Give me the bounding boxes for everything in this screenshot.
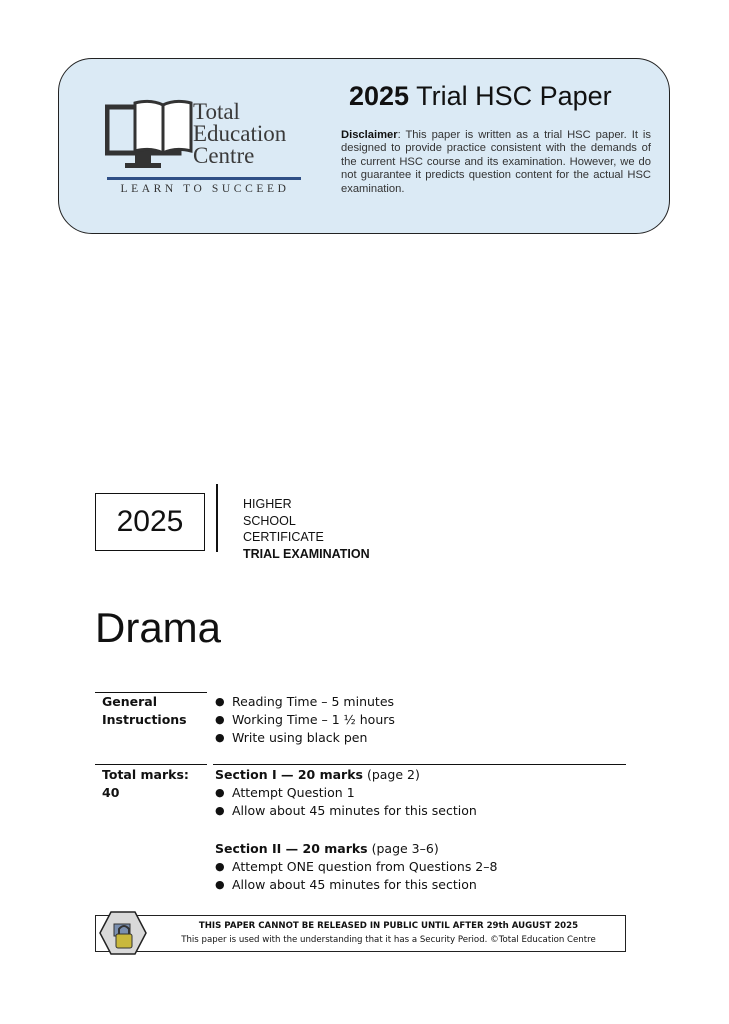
general-label-line2: Instructions — [102, 712, 187, 727]
security-footer — [95, 915, 626, 952]
disclaimer — [341, 129, 651, 196]
list-item: ● Allow about 45 minutes for this section — [215, 803, 477, 818]
list-item: ● Attempt Question 1 — [215, 785, 355, 800]
subject-title: Drama — [95, 604, 222, 651]
exam-divider — [216, 484, 218, 552]
general-instructions-label — [102, 693, 187, 729]
disclaimer-text: : This paper is written as a trial HSC paper. It is designed to provide practice consistent with the demands of the current HSC course and its examination. However, we do not guarantee it predicts question content for the actual HSC examination. — [341, 129, 651, 195]
logo-name-line2: Education — [193, 121, 287, 146]
list-item: ● Attempt ONE question from Questions 2–8 — [215, 859, 498, 874]
paper-title-text: Trial HSC Paper — [416, 81, 612, 111]
marks-rule-right — [213, 764, 626, 765]
exam-year: 2025 — [116, 505, 184, 538]
security-lock-icon — [99, 910, 147, 956]
section-1-heading: Section I — 20 marks (page 2) — [215, 767, 420, 782]
marks-rule-left — [95, 764, 207, 765]
logo-name-line1: Total — [193, 99, 240, 124]
total-marks-label — [102, 766, 189, 802]
list-item: ● Allow about 45 minutes for this section — [215, 877, 477, 892]
section-2-block — [215, 840, 497, 894]
security-notice: THIS PAPER CANNOT BE RELEASED IN PUBLIC UNTIL AFTER 29th AUGUST 2025 — [198, 921, 579, 931]
security-copyright: This paper is used with the understanding that it has a Security Period. ©Total Education Centre — [181, 935, 596, 945]
general-label-line1: General — [102, 694, 157, 709]
list-item: ● Working Time – 1 ½ hours — [215, 712, 395, 727]
logo-rule — [107, 177, 301, 180]
exam-line-higher: HIGHER — [243, 497, 292, 511]
general-instructions-list — [215, 693, 395, 747]
list-item: ● Reading Time – 5 minutes — [215, 694, 395, 709]
disclaimer-label: Disclaimer — [341, 129, 398, 141]
section-1-block — [215, 766, 477, 820]
tec-logo — [103, 99, 309, 199]
total-marks-label-line1: Total marks: — [102, 767, 189, 782]
exam-type — [243, 496, 370, 562]
exam-line-school: SCHOOL — [243, 513, 296, 528]
paper-title — [349, 81, 612, 112]
exam-line-trial: TRIAL EXAMINATION — [243, 546, 370, 561]
exam-year-box — [95, 493, 205, 551]
logo-name-line3: Centre — [193, 143, 255, 168]
header-banner — [58, 58, 670, 234]
total-marks-value: 40 — [102, 785, 120, 800]
paper-title-year: 2025 — [349, 81, 410, 111]
logo-name — [193, 101, 286, 167]
section-2-heading: Section II — 20 marks (page 3–6) — [215, 841, 439, 856]
logo-tagline: LEARN TO SUCCEED — [120, 183, 290, 195]
exam-line-certificate: CERTIFICATE — [243, 530, 324, 544]
list-item: ● Write using black pen — [215, 730, 368, 745]
open-book-monitor-icon — [105, 99, 193, 175]
